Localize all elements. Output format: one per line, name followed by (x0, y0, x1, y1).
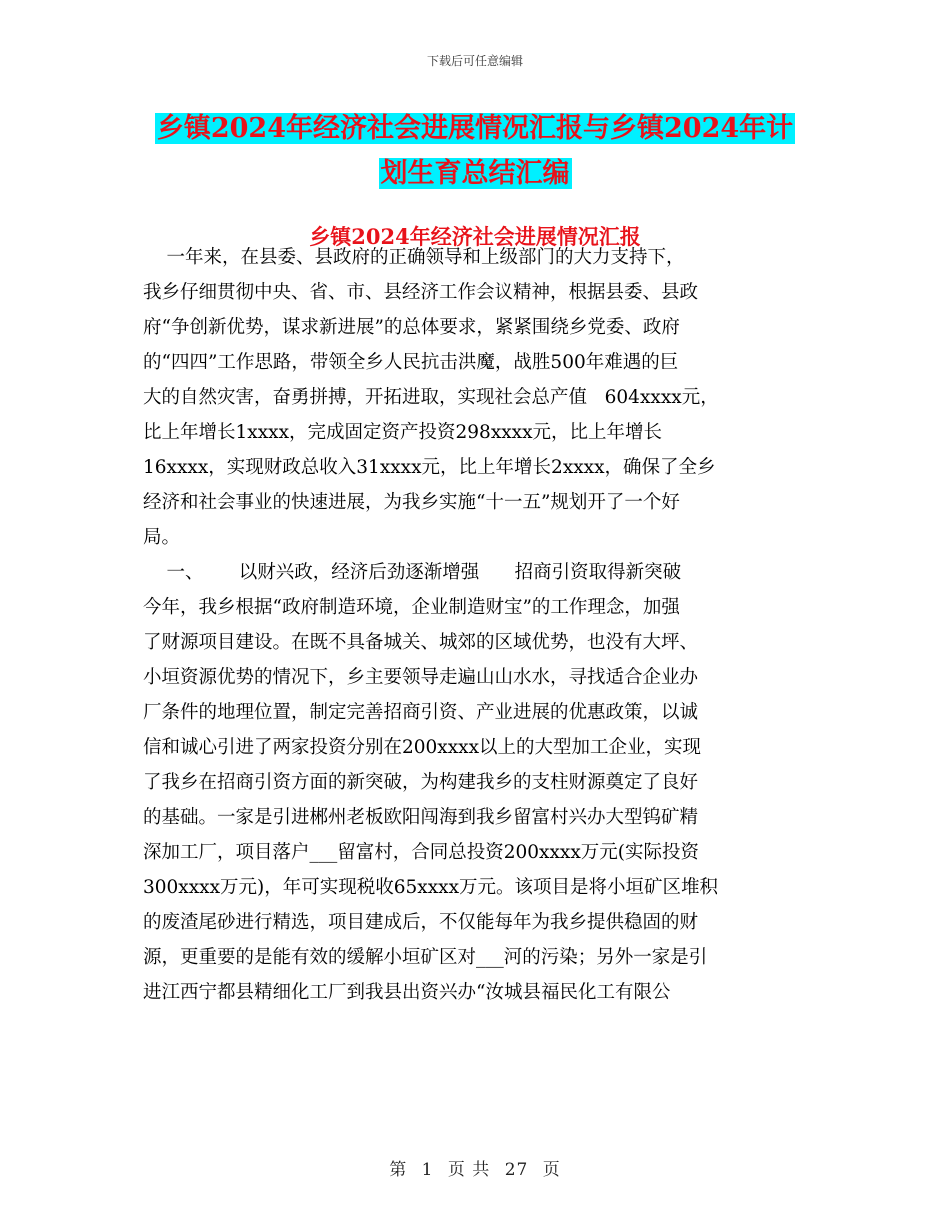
document-title-line-1 (140, 112, 810, 146)
page-footer (0, 1155, 950, 1180)
footer-current-page: 1 (421, 1160, 434, 1180)
body-line: 深加工厂，项目落户___留富村，合同总投资200xxxx万元(实际投资 (143, 842, 700, 863)
body-line: 厂条件的地理位置，制定完善招商引资、产业进展的优惠政策，以诚 (143, 702, 699, 723)
section-heading-line: 一、 以财兴政，经济后劲逐渐增强 招商引资取得新突破 (143, 562, 682, 583)
body-line: 16xxxx，实现财政总收入31xxxx元，比上年增长2xxxx，确保了全乡 (143, 457, 716, 478)
section-title: 乡镇2024年经济社会进展情况汇报 (309, 224, 641, 249)
footer-prefix: 第 (389, 1160, 408, 1180)
document-title-text-1: 乡镇2024年经济社会进展情况汇报与乡镇2024年计 (156, 113, 794, 144)
body-line: 府“争创新优势，谋求新进展”的总体要求，紧紧围绕乡党委、政府 (143, 317, 680, 338)
body-line: 信和诚心引进了两家投资分别在200xxxx以上的大型加工企业，实现 (143, 737, 702, 758)
header-note: 下载后可任意编辑 (426, 54, 523, 68)
body-line: 小垣资源优势的情况下，乡主要领导走遍山山水水，寻找适合企业办 (143, 667, 699, 688)
body-line: 大的自然灾害，奋勇拼搏，开拓进取，实现社会总产值 604xxxx元， (143, 387, 719, 408)
footer-middle: 页 共 (447, 1160, 491, 1180)
body-line: 进江西宁都县精细化工厂到我县出资兴办“汝城县福民化工有限公 (143, 982, 671, 1003)
document-title-text-2: 划生育总结汇编 (380, 158, 570, 189)
footer-suffix: 页 (542, 1160, 561, 1180)
body-line: 我乡仔细贯彻中央、省、市、县经济工作会议精神，根据县委、县政 (143, 282, 699, 303)
body-line: 源，更重要的是能有效的缓解小垣矿区对___河的污染；另外一家是引 (143, 947, 708, 968)
body-line: 经济和社会事业的快速进展，为我乡实施“十一五”规划开了一个好 (143, 492, 680, 513)
body-line: 一年来，在县委、县政府的正确领导和上级部门的大力支持下， (143, 247, 685, 268)
footer-total-pages: 27 (504, 1160, 529, 1180)
body-line: 的基础。一家是引进郴州老板欧阳闯海到我乡留富村兴办大型钨矿精 (143, 807, 699, 828)
body-line: 300xxxx万元)，年可实现税收65xxxx万元。该项目是将小垣矿区堆积 (143, 877, 719, 898)
body-line: 了财源项目建设。在既不具备城关、城郊的区域优势，也没有大坪、 (143, 632, 699, 653)
document-body (143, 240, 808, 1010)
body-line: 局。 (143, 527, 181, 548)
body-line: 今年，我乡根据“政府制造环境，企业制造财宝”的工作理念，加强 (143, 597, 680, 618)
body-line: 的“四四”工作思路，带领全乡人民抗击洪魔，战胜500年难遇的巨 (143, 352, 679, 373)
body-line: 的废渣尾砂进行精选，项目建成后，不仅能每年为我乡提供稳固的财 (143, 912, 699, 933)
body-line: 比上年增长1xxxx，完成固定资产投资298xxxx元，比上年增长 (143, 422, 663, 443)
document-title-line-2 (140, 157, 810, 191)
body-line: 了我乡在招商引资方面的新突破，为构建我乡的支柱财源奠定了良好 (143, 772, 699, 793)
